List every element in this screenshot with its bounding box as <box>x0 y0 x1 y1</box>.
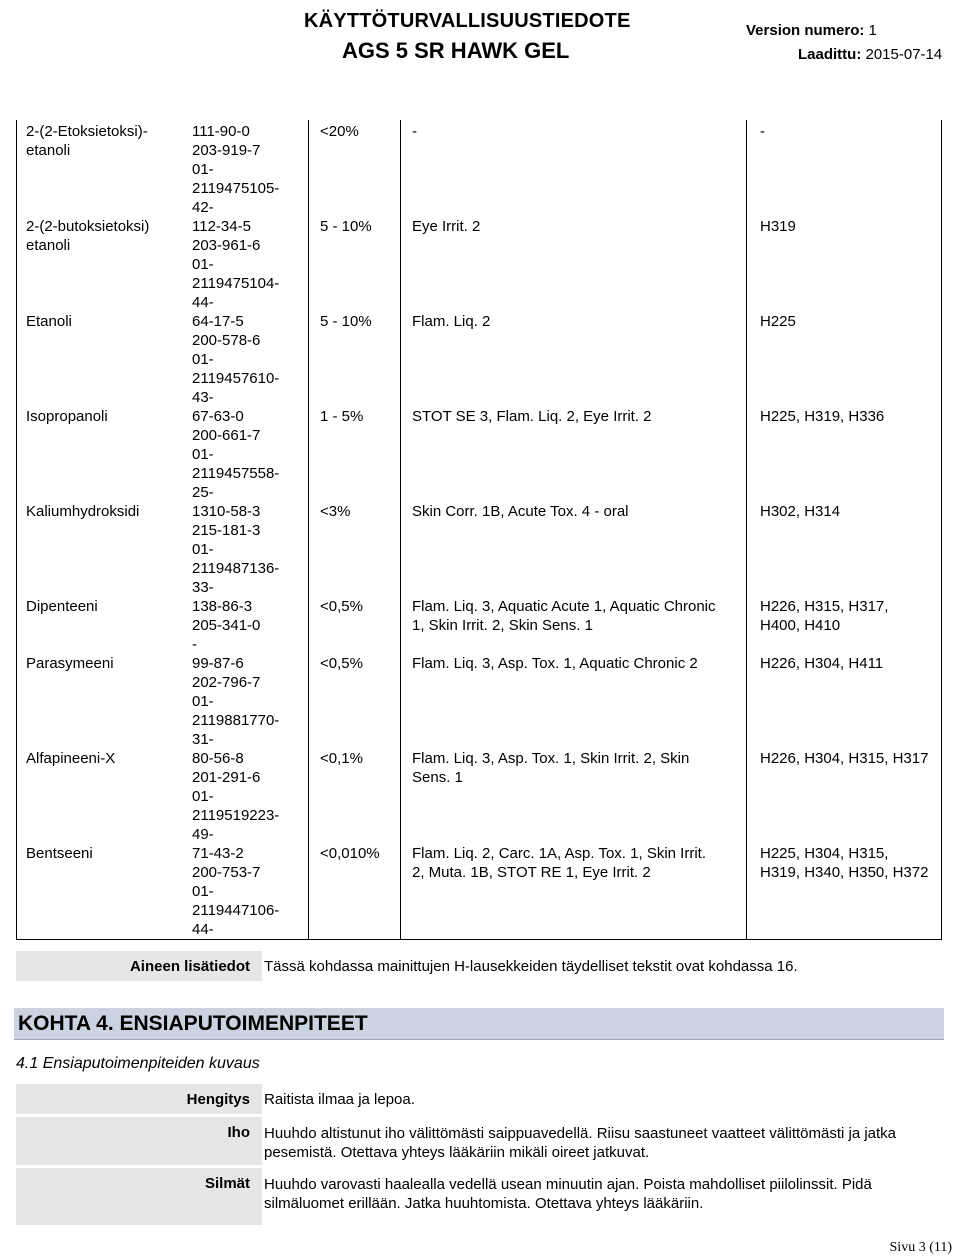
classification-line: 1, Skin Irrit. 2, Skin Sens. 1 <box>412 617 593 634</box>
substance-ids-line: 111-90-0 <box>192 123 250 140</box>
classification-line: Flam. Liq. 2, Carc. 1A, Asp. Tox. 1, Skin Irrit. <box>412 845 706 862</box>
substance-ids-line: 205-341-0 <box>192 617 261 634</box>
substance-ids-line: 138-86-3 <box>192 598 253 615</box>
table-divider <box>400 120 401 940</box>
classification-cell <box>412 654 742 673</box>
hazard-statements-cell <box>760 654 940 673</box>
substance-ids-cell <box>192 749 302 844</box>
substance-ids-line: 2119447106- <box>192 902 280 919</box>
substance-ids-line: 200-578-6 <box>192 332 261 349</box>
first-aid-label-box <box>16 1117 262 1165</box>
first-aid-label: Iho <box>227 1124 250 1141</box>
classification-cell <box>412 217 742 236</box>
substance-ids-cell <box>192 122 302 217</box>
classification-line: 2, Muta. 1B, STOT RE 1, Eye Irrit. 2 <box>412 864 651 881</box>
hazard-statements-line: H302, H314 <box>760 503 841 520</box>
substance-name-cell <box>26 217 176 255</box>
page-number: Sivu 3 (11) <box>889 1240 952 1255</box>
substance-ids-line: 33- <box>192 579 214 596</box>
substance-ids-line: 201-291-6 <box>192 769 261 786</box>
substance-ids-cell <box>192 217 302 312</box>
section-heading-bar <box>14 1008 944 1040</box>
first-aid-text-line: Huuhdo varovasti haalealla vedellä usean minuutin ajan. Poista mahdolliset piilolinssit. Pidä <box>264 1176 872 1193</box>
substance-ids-line: 2119487136- <box>192 560 280 577</box>
hazard-statements-cell <box>760 597 940 635</box>
concentration-cell <box>320 597 410 616</box>
substance-name-cell <box>26 597 176 616</box>
hazard-statements-line: H225, H319, H336 <box>760 408 885 425</box>
substance-ids-line: - <box>192 636 197 653</box>
classification-cell <box>412 502 742 521</box>
substance-ids-line: 64-17-5 <box>192 313 244 330</box>
substance-ids-line: 25- <box>192 484 214 501</box>
classification-line: Flam. Liq. 2 <box>412 313 491 330</box>
hazard-statements-line: H319 <box>760 218 796 235</box>
substance-ids-line: 2119475104- <box>192 275 280 292</box>
substance-name-line: 2-(2-Etoksietoksi)- <box>26 123 148 140</box>
first-aid-text-line: silmäluomet erillään. Jatka huuhtomista. Otettava yhteys lääkäriin. <box>264 1195 704 1212</box>
substance-ids-line: 71-43-2 <box>192 845 244 862</box>
first-aid-text-line: Raitista ilmaa ja lepoa. <box>264 1091 415 1108</box>
classification-line: STOT SE 3, Flam. Liq. 2, Eye Irrit. 2 <box>412 408 652 425</box>
hazard-statements-line: - <box>760 123 765 140</box>
hazard-statements-line: H319, H340, H350, H372 <box>760 864 929 881</box>
concentration-line: 5 - 10% <box>320 313 372 330</box>
classification-line: Eye Irrit. 2 <box>412 218 481 235</box>
hazard-statements-cell <box>760 749 940 768</box>
substance-ids-line: 200-661-7 <box>192 427 261 444</box>
version-value: 1 <box>868 22 877 39</box>
substance-ids-line: 43- <box>192 389 214 406</box>
hazard-statements-cell <box>760 312 940 331</box>
subsection-title: 4.1 Ensiaputoimenpiteiden kuvaus <box>16 1055 260 1072</box>
substance-ids-line: 2119475105- <box>192 180 280 197</box>
substance-name-line: Parasymeeni <box>26 655 114 672</box>
substance-name-cell <box>26 122 176 160</box>
classification-cell <box>412 407 742 426</box>
substance-ids-line: 67-63-0 <box>192 408 244 425</box>
substance-ids-cell <box>192 502 302 597</box>
table-divider <box>746 120 747 940</box>
concentration-cell <box>320 502 410 521</box>
substance-ids-line: 42- <box>192 199 214 216</box>
first-aid-label-box <box>16 1084 262 1114</box>
hazard-statements-line: H226, H304, H315, H317 <box>760 750 929 767</box>
first-aid-label-box <box>16 1168 262 1222</box>
substance-name-line: 2-(2-butoksietoksi) <box>26 218 150 235</box>
first-aid-label: Hengitys <box>186 1091 250 1108</box>
first-aid-text <box>264 1175 944 1213</box>
substance-name-cell <box>26 312 176 331</box>
section-title: KOHTA 4. ENSIAPUTOIMENPITEET <box>18 1012 368 1035</box>
product-name: AGS 5 SR HAWK GEL <box>342 38 570 63</box>
classification-cell <box>412 749 742 787</box>
concentration-line: 5 - 10% <box>320 218 372 235</box>
concentration-cell <box>320 122 410 141</box>
substance-ids-line: 203-961-6 <box>192 237 261 254</box>
table-border-left <box>16 120 17 940</box>
substance-ids-line: 215-181-3 <box>192 522 261 539</box>
substance-ids-line: 2119881770- <box>192 712 280 729</box>
substance-ids-line: 01- <box>192 351 214 368</box>
hazard-statements-line: H226, H315, H317, <box>760 598 889 615</box>
substance-ids-line: 44- <box>192 921 214 938</box>
substance-ids-line: 200-753-7 <box>192 864 261 881</box>
substance-ids-line: 01- <box>192 693 214 710</box>
hazard-statements-cell <box>760 217 940 236</box>
substance-ids-line: 01- <box>192 788 214 805</box>
concentration-cell <box>320 844 410 863</box>
first-aid-text <box>264 1090 944 1109</box>
date-label: Laadittu: <box>798 46 862 63</box>
concentration-cell <box>320 217 410 236</box>
classification-cell <box>412 597 742 635</box>
substance-name-cell <box>26 407 176 426</box>
substance-ids-line: 202-796-7 <box>192 674 261 691</box>
substance-name-cell <box>26 654 176 673</box>
table-divider <box>308 120 309 940</box>
substance-name-cell <box>26 502 176 521</box>
classification-line: Sens. 1 <box>412 769 463 786</box>
additional-info-text: Tässä kohdassa mainittujen H-lausekkeiden täydelliset tekstit ovat kohdassa 16. <box>264 958 798 975</box>
concentration-line: <20% <box>320 123 359 140</box>
first-aid-text-line: Huuhdo altistunut iho välittömästi saippuavedellä. Riisu saastuneet vaatteet välittömästi ja jatka <box>264 1125 897 1142</box>
first-aid-label: Silmät <box>204 1175 250 1192</box>
substance-ids-cell <box>192 407 302 502</box>
substance-name-line: Alfapineeni-X <box>26 750 116 767</box>
substance-ids-line: 49- <box>192 826 214 843</box>
date-value: 2015-07-14 <box>865 46 943 63</box>
concentration-cell <box>320 312 410 331</box>
substance-ids-line: 203-919-7 <box>192 142 261 159</box>
substance-ids-cell <box>192 597 302 654</box>
concentration-line: <3% <box>320 503 351 520</box>
classification-line: Skin Corr. 1B, Acute Tox. 4 - oral <box>412 503 629 520</box>
substance-name-line: Dipenteeni <box>26 598 98 615</box>
hazard-statements-cell <box>760 844 940 882</box>
hazard-statements-cell <box>760 122 940 141</box>
substance-name-line: Etanoli <box>26 313 72 330</box>
concentration-line: <0,1% <box>320 750 363 767</box>
classification-cell <box>412 844 742 882</box>
classification-cell <box>412 312 742 331</box>
hazard-statements-line: H225, H304, H315, <box>760 845 889 862</box>
classification-line: - <box>412 123 417 140</box>
classification-line: Flam. Liq. 3, Asp. Tox. 1, Skin Irrit. 2, Skin <box>412 750 690 767</box>
first-aid-text-line: pesemistä. Otettava yhteys lääkäriin mikäli oireet jatkuvat. <box>264 1144 650 1161</box>
concentration-line: 1 - 5% <box>320 408 364 425</box>
substance-ids-line: 80-56-8 <box>192 750 244 767</box>
table-border-bottom <box>16 939 942 940</box>
substance-ids-line: 01- <box>192 883 214 900</box>
additional-info-label: Aineen lisätiedot <box>129 958 250 975</box>
substance-name-line: Kaliumhydroksidi <box>26 503 140 520</box>
substance-ids-line: 01- <box>192 446 214 463</box>
additional-info-label-box <box>16 951 262 981</box>
concentration-line: <0,5% <box>320 598 363 615</box>
substance-ids-line: 31- <box>192 731 214 748</box>
substance-name-line: etanoli <box>26 237 71 254</box>
first-aid-label-box <box>16 1219 262 1225</box>
first-aid-text <box>264 1124 944 1162</box>
version-row <box>746 22 877 39</box>
substance-name-line: Bentseeni <box>26 845 93 862</box>
substance-ids-cell <box>192 654 302 749</box>
concentration-cell <box>320 654 410 673</box>
concentration-line: <0,010% <box>320 845 380 862</box>
substance-ids-line: 112-34-5 <box>192 218 251 235</box>
substance-ids-line: 1310-58-3 <box>192 503 261 520</box>
date-row <box>798 46 942 63</box>
substance-name-line: Isopropanoli <box>26 408 108 425</box>
classification-cell <box>412 122 742 141</box>
substance-ids-cell <box>192 844 302 939</box>
document-title: KÄYTTÖTURVALLISUUSTIEDOTE <box>304 10 631 32</box>
substance-ids-line: 01- <box>192 541 214 558</box>
concentration-line: <0,5% <box>320 655 363 672</box>
hazard-statements-line: H226, H304, H411 <box>760 655 884 672</box>
substance-ids-cell <box>192 312 302 407</box>
substance-name-cell <box>26 749 176 768</box>
substance-ids-line: 01- <box>192 256 214 273</box>
classification-line: Flam. Liq. 3, Asp. Tox. 1, Aquatic Chronic 2 <box>412 655 698 672</box>
concentration-cell <box>320 407 410 426</box>
substance-ids-line: 44- <box>192 294 214 311</box>
substance-name-cell <box>26 844 176 863</box>
substance-ids-line: 2119457610- <box>192 370 280 387</box>
hazard-statements-line: H400, H410 <box>760 617 841 634</box>
concentration-cell <box>320 749 410 768</box>
classification-line: Flam. Liq. 3, Aquatic Acute 1, Aquatic Chronic <box>412 598 716 615</box>
hazard-statements-cell <box>760 502 940 521</box>
composition-table <box>16 120 942 940</box>
substance-name-line: etanoli <box>26 142 71 159</box>
substance-ids-line: 2119457558- <box>192 465 280 482</box>
substance-ids-line: 99-87-6 <box>192 655 244 672</box>
substance-ids-line: 2119519223- <box>192 807 280 824</box>
version-label: Version numero: <box>746 22 865 39</box>
table-border-right <box>941 120 942 940</box>
substance-ids-line: 01- <box>192 161 214 178</box>
hazard-statements-cell <box>760 407 940 426</box>
hazard-statements-line: H225 <box>760 313 796 330</box>
